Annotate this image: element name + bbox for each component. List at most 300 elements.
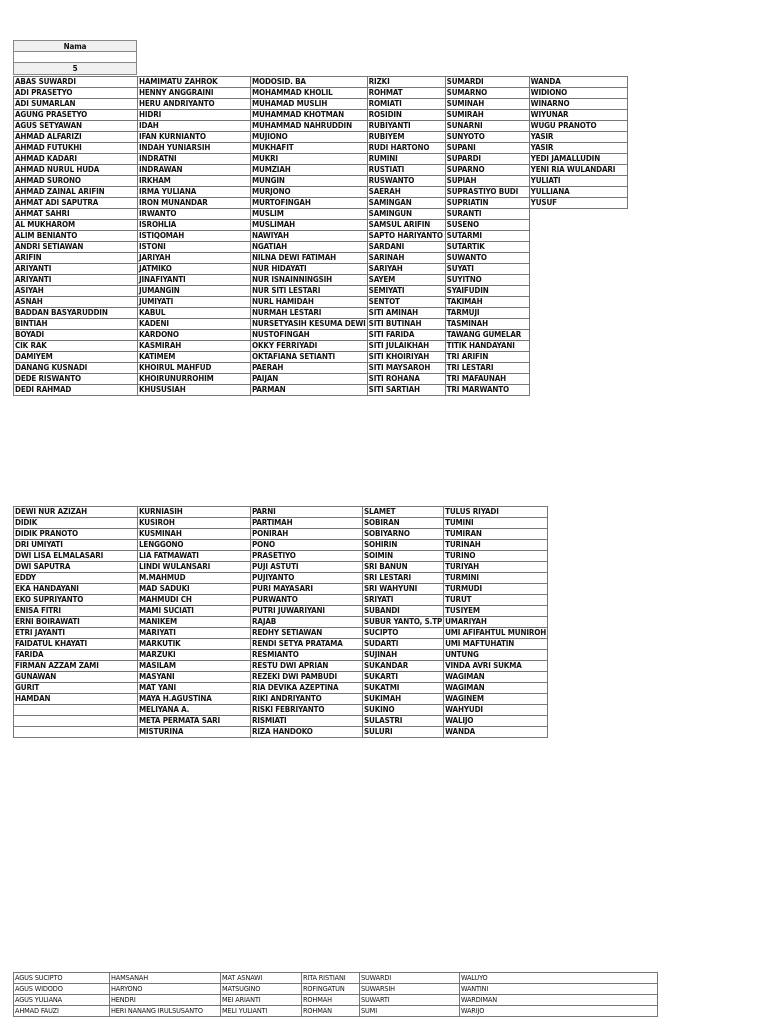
table-cell: ISROHLIA xyxy=(138,220,251,231)
table-cell: ADI SUMARLAN xyxy=(14,99,138,110)
table-cell: ISTONI xyxy=(138,242,251,253)
table-cell: MUSLIM xyxy=(251,209,368,220)
table-cell: TURINAH xyxy=(444,540,548,551)
table-cell: DRI UMIYATI xyxy=(14,540,138,551)
table-row xyxy=(14,154,628,165)
table-cell: RUSWANTO xyxy=(367,176,445,187)
table-cell: SUPANI xyxy=(445,143,529,154)
table-row xyxy=(14,176,628,187)
table-cell: SITI JULAIKHAH xyxy=(367,341,445,352)
table-cell: INDRATNI xyxy=(138,154,251,165)
table-cell: SULURI xyxy=(363,727,444,738)
table-cell: RAJAB xyxy=(251,617,363,628)
table-row xyxy=(14,606,548,617)
table-cell: MURJONO xyxy=(251,187,368,198)
table-cell: SAYEM xyxy=(367,275,445,286)
table-cell: SUNYOTO xyxy=(445,132,529,143)
table-cell xyxy=(529,374,627,385)
table-cell: ERNI BOIRAWATI xyxy=(14,617,138,628)
table-cell: SUWARTI xyxy=(360,995,460,1006)
table-cell: SUKANDAR xyxy=(363,661,444,672)
table-cell: KUSMINAH xyxy=(138,529,251,540)
table-row xyxy=(14,187,628,198)
table-cell: HENDRI xyxy=(110,995,221,1006)
table-cell: INDAH YUNIARSIH xyxy=(138,143,251,154)
table-cell: IRWANTO xyxy=(138,209,251,220)
table-cell: SAMINGAN xyxy=(367,198,445,209)
table-cell xyxy=(529,330,627,341)
table-cell: CIK RAK xyxy=(14,341,138,352)
table-cell: TUSIYEM xyxy=(444,606,548,617)
table-row xyxy=(14,374,628,385)
table-cell: SRI LESTARI xyxy=(363,573,444,584)
table-cell: IRMA YULIANA xyxy=(138,187,251,198)
table-row xyxy=(14,286,628,297)
table-row xyxy=(14,352,628,363)
table-cell: AGUS WIDODO xyxy=(14,984,110,995)
table-row xyxy=(14,518,548,529)
table-cell: SAMINGUN xyxy=(367,209,445,220)
table-cell: PAERAH xyxy=(251,363,368,374)
table-cell: TAWANG GUMELAR xyxy=(445,330,529,341)
table-cell: PARMAN xyxy=(251,385,368,396)
table-cell: GUNAWAN xyxy=(14,672,138,683)
table-cell xyxy=(529,385,627,396)
table-cell: MODOSID. BA xyxy=(251,77,368,88)
table-row xyxy=(14,551,548,562)
name-header-blank xyxy=(13,52,137,64)
table-cell: RUBIYEM xyxy=(367,132,445,143)
table-cell: PURWANTO xyxy=(251,595,363,606)
table-cell: PUJI ASTUTI xyxy=(251,562,363,573)
table-cell: UMI MAFTUHATIN xyxy=(444,639,548,650)
table-cell: YEDI JAMALLUDIN xyxy=(529,154,627,165)
table-cell: PURI MAYASARI xyxy=(251,584,363,595)
table-row xyxy=(14,330,628,341)
table-cell: SUPARDI xyxy=(445,154,529,165)
table-cell: SYAIFUDIN xyxy=(445,286,529,297)
table-cell: AHMAD FAUZI xyxy=(14,1006,110,1017)
table-row xyxy=(14,984,658,995)
table-row xyxy=(14,540,548,551)
table-cell: WAGIMAN xyxy=(444,672,548,683)
table-cell: HENNY ANGGRAINI xyxy=(138,88,251,99)
table-cell: ADI PRASETYO xyxy=(14,88,138,99)
table-cell: SUMARDI xyxy=(445,77,529,88)
table-cell: AHMAD ZAINAL ARIFIN xyxy=(14,187,138,198)
table-cell xyxy=(529,363,627,374)
table-cell: AHMAD KADARI xyxy=(14,154,138,165)
table-cell: REZEKI DWI PAMBUDI xyxy=(251,672,363,683)
table-row xyxy=(14,209,628,220)
table-cell: NURL HAMIDAH xyxy=(251,297,368,308)
table-cell: META PERMATA SARI xyxy=(138,716,251,727)
table-row xyxy=(14,88,628,99)
table-cell: MUJIONO xyxy=(251,132,368,143)
name-header-number: 5 xyxy=(13,63,137,75)
table-cell: SARDANI xyxy=(367,242,445,253)
table-cell: VINDA AVRI SUKMA xyxy=(444,661,548,672)
table-cell: SOHIRIN xyxy=(363,540,444,551)
table-row xyxy=(14,264,628,275)
table-row xyxy=(14,973,658,984)
table-cell: MUHAMMAD NAHRUDDIN xyxy=(251,121,368,132)
table-cell: SITI KHOIRIYAH xyxy=(367,352,445,363)
table-row xyxy=(14,231,628,242)
table-cell: RENDI SETYA PRATAMA xyxy=(251,639,363,650)
table-cell xyxy=(14,716,138,727)
name-header-title: Nama xyxy=(13,40,137,52)
table-cell: AGUS YULIANA xyxy=(14,995,110,1006)
table-cell: ASNAH xyxy=(14,297,138,308)
table-cell: WUGU PRANOTO xyxy=(529,121,627,132)
table-row xyxy=(14,661,548,672)
table-cell: ROSIDIN xyxy=(367,110,445,121)
table-cell: MOHAMMAD KHOLIL xyxy=(251,88,368,99)
table-row xyxy=(14,242,628,253)
table-cell: PARNI xyxy=(251,507,363,518)
table-cell: ROMIATI xyxy=(367,99,445,110)
table-cell: KARDONO xyxy=(138,330,251,341)
table-cell: IRON MUNANDAR xyxy=(138,198,251,209)
table-row xyxy=(14,595,548,606)
table-cell xyxy=(529,264,627,275)
table-row xyxy=(14,275,628,286)
table-cell xyxy=(14,705,138,716)
table-cell xyxy=(529,308,627,319)
table-cell: SUKIMAH xyxy=(363,694,444,705)
table-cell: SOIMIN xyxy=(363,551,444,562)
table-cell: IFAN KURNIANTO xyxy=(138,132,251,143)
table-cell: WIYUNAR xyxy=(529,110,627,121)
table-cell: RUDI HARTONO xyxy=(367,143,445,154)
table-cell: JINAFIYANTI xyxy=(138,275,251,286)
table-cell: HARYONO xyxy=(110,984,221,995)
table-cell: DWI SAPUTRA xyxy=(14,562,138,573)
table-cell: SUSENO xyxy=(445,220,529,231)
table-cell: ASIYAH xyxy=(14,286,138,297)
table-cell: MAT YANI xyxy=(138,683,251,694)
table-cell: TULUS RIYADI xyxy=(444,507,548,518)
table-cell: AGUNG PRASETYO xyxy=(14,110,138,121)
table-cell: NUR SITI LESTARI xyxy=(251,286,368,297)
table-cell: RIA DEVIKA AZEPTINA xyxy=(251,683,363,694)
table-cell: RUBIYANTI xyxy=(367,121,445,132)
table-cell: SUCIPTO xyxy=(363,628,444,639)
table-cell: YULLIANA xyxy=(529,187,627,198)
table-cell: LENGGONO xyxy=(138,540,251,551)
table-cell: AHMAD ALFARIZI xyxy=(14,132,138,143)
table-cell: PARTIMAH xyxy=(251,518,363,529)
table-cell: SUWANTO xyxy=(445,253,529,264)
table-cell: KADENI xyxy=(138,319,251,330)
table-cell: SAPTO HARIYANTO xyxy=(367,231,445,242)
table-cell: TRI LESTARI xyxy=(445,363,529,374)
table-cell: ISTIQOMAH xyxy=(138,231,251,242)
table-cell: LIA FATMAWATI xyxy=(138,551,251,562)
table-cell: WAHYUDI xyxy=(444,705,548,716)
table-cell: ENISA FITRI xyxy=(14,606,138,617)
table-row xyxy=(14,143,628,154)
table-cell: WAGIMAN xyxy=(444,683,548,694)
table-cell: WANDA xyxy=(444,727,548,738)
table-row xyxy=(14,694,548,705)
table-cell: MANIKEM xyxy=(138,617,251,628)
table-cell: SUDARTI xyxy=(363,639,444,650)
table-cell: SITI MAYSAROH xyxy=(367,363,445,374)
table-row xyxy=(14,341,628,352)
table-cell: MURTOFINGAH xyxy=(251,198,368,209)
table-cell: AHMAD NURUL HUDA xyxy=(14,165,138,176)
table-cell: WANTINI xyxy=(460,984,658,995)
table-row xyxy=(14,584,548,595)
table-cell: SARIYAH xyxy=(367,264,445,275)
table-cell: TUMINI xyxy=(444,518,548,529)
table-cell: TRI MAFAUNAH xyxy=(445,374,529,385)
table-cell: NUR HIDAYATI xyxy=(251,264,368,275)
table-row xyxy=(14,716,548,727)
table-cell: LINDI WULANSARI xyxy=(138,562,251,573)
table-cell: YENI RIA WULANDARI xyxy=(529,165,627,176)
table-cell: ROFINGATUN xyxy=(302,984,360,995)
table-row xyxy=(14,110,628,121)
table-cell: SLAMET xyxy=(363,507,444,518)
table-cell xyxy=(529,209,627,220)
table-cell: YASIR xyxy=(529,132,627,143)
table-cell: GURIT xyxy=(14,683,138,694)
table-cell: SENTOT xyxy=(367,297,445,308)
table-cell: SITI SARTIAH xyxy=(367,385,445,396)
table-cell: SRIYATI xyxy=(363,595,444,606)
table-cell: NUSTOFINGAH xyxy=(251,330,368,341)
table-row xyxy=(14,617,548,628)
table-cell: MISTURINA xyxy=(138,727,251,738)
table-cell: SITI ROHANA xyxy=(367,374,445,385)
table-cell: SAERAH xyxy=(367,187,445,198)
table-cell: SUNARNI xyxy=(445,121,529,132)
table-cell xyxy=(529,231,627,242)
table-cell: HAMIMATU ZAHROK xyxy=(138,77,251,88)
table-cell: KHOIRUL MAHFUD xyxy=(138,363,251,374)
table-cell: SITI BUTINAH xyxy=(367,319,445,330)
table-cell: SUKINO xyxy=(363,705,444,716)
table-row xyxy=(14,363,628,374)
table-cell: KHUSUSIAH xyxy=(138,385,251,396)
table-cell: KUSIROH xyxy=(138,518,251,529)
table-cell: TURIYAH xyxy=(444,562,548,573)
table-row xyxy=(14,650,548,661)
table-cell: JARIYAH xyxy=(138,253,251,264)
table-cell: AHMAD SURONO xyxy=(14,176,138,187)
table-cell: MARIYATI xyxy=(138,628,251,639)
table-cell: NUR ISNAINNINGSIH xyxy=(251,275,368,286)
table-cell: MAYA H.AGUSTINA xyxy=(138,694,251,705)
table-cell: M.MAHMUD xyxy=(138,573,251,584)
table-cell: SRI WAHYUNI xyxy=(363,584,444,595)
table-cell: PONIRAH xyxy=(251,529,363,540)
table-cell: WINARNO xyxy=(529,99,627,110)
table-cell: IRKHAM xyxy=(138,176,251,187)
table-cell: UNTUNG xyxy=(444,650,548,661)
table-row xyxy=(14,639,548,650)
table-row xyxy=(14,99,628,110)
table-cell: RITA RISTIANI xyxy=(302,973,360,984)
table-cell: TURMINI xyxy=(444,573,548,584)
table-cell: MUNGIN xyxy=(251,176,368,187)
table-cell: SUWARSIH xyxy=(360,984,460,995)
table-cell: SEMIYATI xyxy=(367,286,445,297)
table-cell: SUWARDI xyxy=(360,973,460,984)
table-cell: KATIMEM xyxy=(138,352,251,363)
table-cell: SUPRASTIYO BUDI xyxy=(445,187,529,198)
table-cell: MARKUTIK xyxy=(138,639,251,650)
table-cell: SUBANDI xyxy=(363,606,444,617)
table-cell: FAIDATUL KHAYATI xyxy=(14,639,138,650)
table-row xyxy=(14,220,628,231)
table-cell: MUKRI xyxy=(251,154,368,165)
table-cell: MARZUKI xyxy=(138,650,251,661)
names-table-1 xyxy=(13,76,628,396)
table-cell: TRI MARWANTO xyxy=(445,385,529,396)
table-row xyxy=(14,297,628,308)
table-cell: SUPRIATIN xyxy=(445,198,529,209)
table-cell: SOBIRAN xyxy=(363,518,444,529)
table-cell: AGUS SUCIPTO xyxy=(14,973,110,984)
table-cell: JUMANGIN xyxy=(138,286,251,297)
table-cell: JUMIYATI xyxy=(138,297,251,308)
table-cell: MUHAMMAD KHOTMAN xyxy=(251,110,368,121)
table-row xyxy=(14,683,548,694)
table-row xyxy=(14,132,628,143)
table-cell: TASMINAH xyxy=(445,319,529,330)
table-row xyxy=(14,308,628,319)
table-cell: WALIJO xyxy=(444,716,548,727)
table-cell xyxy=(529,341,627,352)
table-cell: FIRMAN AZZAM ZAMI xyxy=(14,661,138,672)
table-cell: HERI NANANG IRULSUSANTO xyxy=(110,1006,221,1017)
table-cell: ARIYANTI xyxy=(14,264,138,275)
table-row xyxy=(14,573,548,584)
table-cell: BOYADI xyxy=(14,330,138,341)
table-cell: IDAH xyxy=(138,121,251,132)
table-cell xyxy=(529,220,627,231)
table-cell: ARIFIN xyxy=(14,253,138,264)
table-cell: RESMIANTO xyxy=(251,650,363,661)
table-row xyxy=(14,77,628,88)
table-cell xyxy=(529,242,627,253)
table-cell: SUMINAH xyxy=(445,99,529,110)
table-cell: DEDI RAHMAD xyxy=(14,385,138,396)
table-cell: TURINO xyxy=(444,551,548,562)
table-cell: WANDA xyxy=(529,77,627,88)
table-cell: SITI AMINAH xyxy=(367,308,445,319)
table-cell: TUMIRAN xyxy=(444,529,548,540)
table-cell: DEDE RISWANTO xyxy=(14,374,138,385)
table-cell: ROHMAH xyxy=(302,995,360,1006)
table-cell: RISKI FEBRIYANTO xyxy=(251,705,363,716)
table-cell: SRI BANUN xyxy=(363,562,444,573)
table-cell: PONO xyxy=(251,540,363,551)
table-cell: MAHMUDI CH xyxy=(138,595,251,606)
table-cell: ARIYANTI xyxy=(14,275,138,286)
table-cell: SUPIAH xyxy=(445,176,529,187)
table-cell: MELI YULIANTI xyxy=(221,1006,302,1017)
table-cell: RESTU DWI APRIAN xyxy=(251,661,363,672)
table-cell: SUBUR YANTO, S.TP xyxy=(364,617,443,626)
table-cell xyxy=(529,286,627,297)
table-cell: ETRI JAYANTI xyxy=(14,628,138,639)
table-cell: MAT ASNAWI xyxy=(221,973,302,984)
table-cell xyxy=(529,253,627,264)
table-cell: PUJIYANTO xyxy=(251,573,363,584)
table-cell: PRASETIYO xyxy=(251,551,363,562)
table-cell: SUYITNO xyxy=(445,275,529,286)
table-cell: SOBIYARNO xyxy=(363,529,444,540)
table-cell: EDDY xyxy=(14,573,138,584)
table-cell: HAMDAN xyxy=(14,694,138,705)
table-cell: AHMAT ADI SAPUTRA xyxy=(14,198,138,209)
table-cell: PAIJAN xyxy=(251,374,368,385)
table-cell: RISMIATI xyxy=(251,716,363,727)
table-row xyxy=(14,672,548,683)
table-cell xyxy=(529,319,627,330)
table-row xyxy=(14,319,628,330)
table-cell: WIDIONO xyxy=(529,88,627,99)
table-cell: EKA HANDAYANI xyxy=(14,584,138,595)
names-table-2 xyxy=(13,506,548,738)
names-table-3 xyxy=(13,972,658,1017)
table-cell: MUKHAFIT xyxy=(251,143,368,154)
table-cell: TITIK HANDAYANI xyxy=(445,341,529,352)
table-row xyxy=(14,253,628,264)
table-cell: SULASTRI xyxy=(363,716,444,727)
table-cell: SUJINAH xyxy=(363,650,444,661)
table-cell: SITI FARIDA xyxy=(367,330,445,341)
table-cell: NURSETYASIH KESUMA DEWI xyxy=(252,319,366,328)
table-cell: NGATIAH xyxy=(251,242,368,253)
table-cell: AGUS SETYAWAN xyxy=(14,121,138,132)
table-cell: MELIYANA A. xyxy=(138,705,251,716)
table-row xyxy=(14,562,548,573)
table-cell: YULIATI xyxy=(529,176,627,187)
table-cell: SAMSUL ARIFIN xyxy=(367,220,445,231)
table-cell: MAMI SUCIATI xyxy=(138,606,251,617)
table-cell xyxy=(529,297,627,308)
table-cell: MAD SADUKI xyxy=(138,584,251,595)
table-cell: MASYANI xyxy=(138,672,251,683)
table-cell: TURMUDI xyxy=(444,584,548,595)
table-cell: HERU ANDRIYANTO xyxy=(138,99,251,110)
table-cell: KASMIRAH xyxy=(138,341,251,352)
table-cell: UMI AFIFAHTUL MUNIROH xyxy=(445,628,547,637)
table-row xyxy=(14,121,628,132)
table-cell: SARINAH xyxy=(367,253,445,264)
table-cell: NILNA DEWI FATIMAH xyxy=(251,253,368,264)
table-cell: YUSUF xyxy=(529,198,627,209)
table-cell: TRI ARIFIN xyxy=(445,352,529,363)
table-cell: NAWIYAH xyxy=(251,231,368,242)
table-cell: TARMUJI xyxy=(445,308,529,319)
table-row xyxy=(14,705,548,716)
table-cell: SUMIRAH xyxy=(445,110,529,121)
table-cell: RUSTIATI xyxy=(367,165,445,176)
table-cell: SUMARNO xyxy=(445,88,529,99)
table-cell: EKO SUPRIYANTO xyxy=(14,595,138,606)
table-cell: DAMIYEM xyxy=(14,352,138,363)
table-cell: BINTIAH xyxy=(14,319,138,330)
table-cell: SUTARTIK xyxy=(445,242,529,253)
table-cell: RIZKI xyxy=(367,77,445,88)
